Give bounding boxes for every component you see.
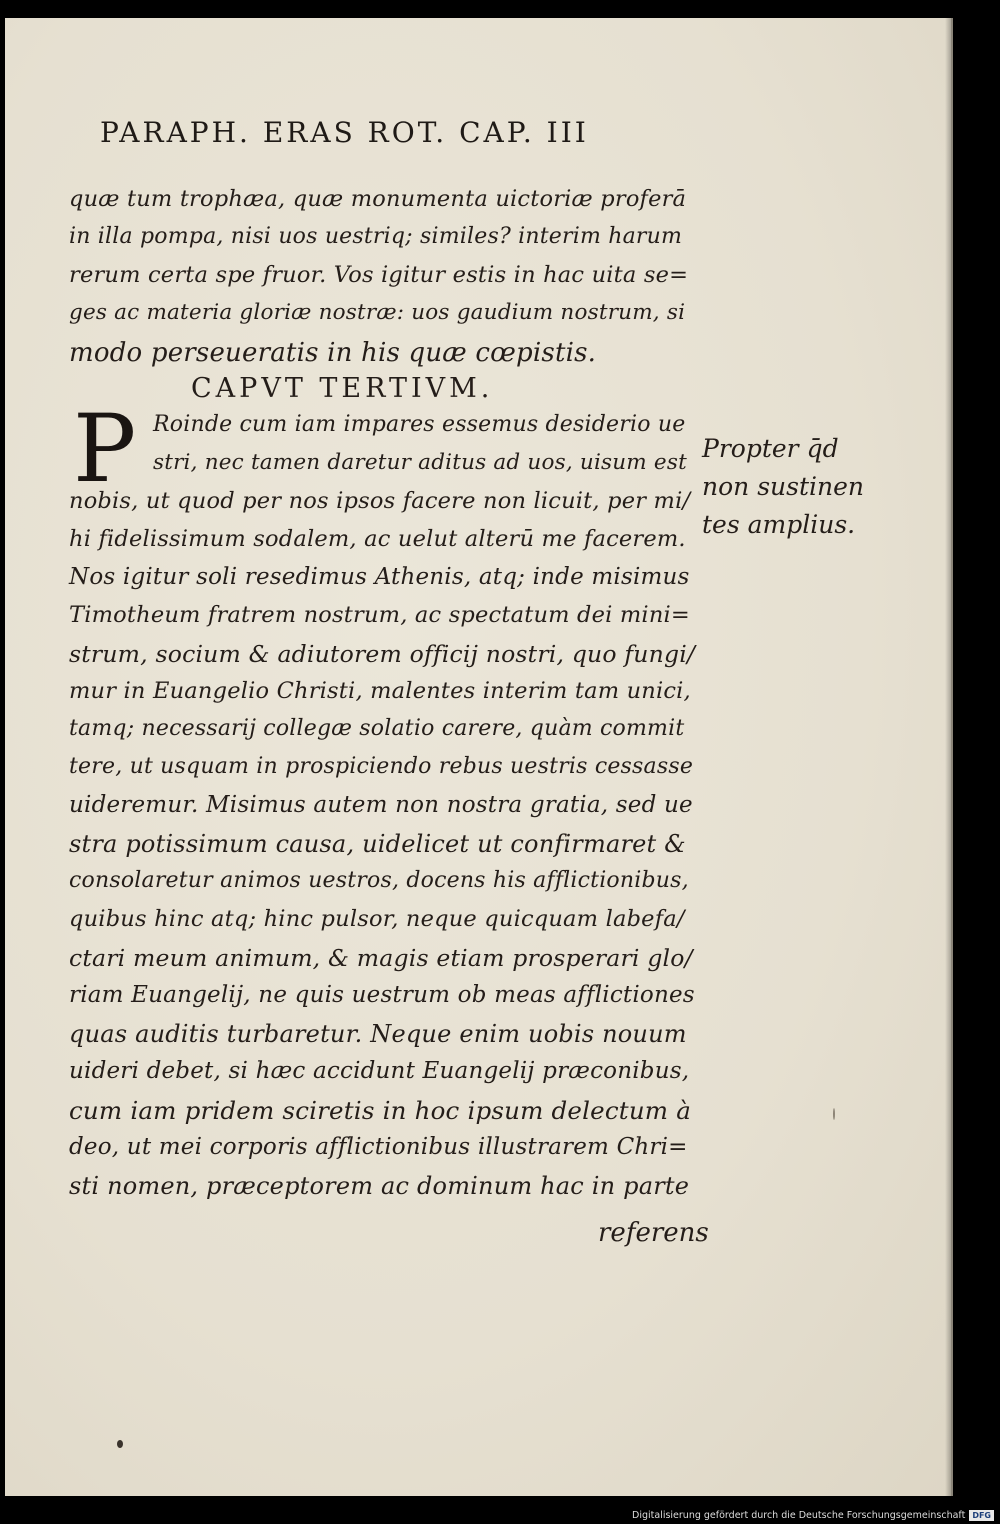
chapter-line: consolaretur animos uestros, docens his afflictionibus,	[69, 868, 689, 893]
chapter-line: strum, socium & adiutorem officij nostri, quo fungi/	[69, 640, 696, 668]
chapter-line: cum iam pridem sciretis in hoc ipsum delectum à	[69, 1096, 692, 1125]
chapter-line: sti nomen, præceptorem ac dominum hac in parte	[69, 1172, 690, 1200]
margin-note-line: Propter q̄d	[702, 434, 839, 463]
text-line: quæ tum trophæa, quæ monumenta uictoriæ proferā	[69, 186, 687, 212]
chapter-line: stra potissimum causa, uidelicet ut confirmaret &	[69, 830, 686, 858]
chapter-line: riam Euangelij, ne quis uestrum ob meas afflictiones	[69, 982, 695, 1008]
chapter-line: stri, nec tamen daretur aditus ad uos, uisum est	[153, 450, 687, 475]
drop-initial: P	[73, 395, 137, 504]
chapter-line: quas auditis turbaretur. Neque enim uobis nouum	[69, 1020, 687, 1048]
text-line: rerum certa spe fruor. Vos igitur estis in hac uita se=	[69, 262, 689, 288]
chapter-line: nobis, ut quod per nos ipsos facere non licuit, per mi/	[69, 488, 691, 514]
margin-note-line: non sustinen	[702, 472, 864, 501]
chapter-line: tamq; necessarij collegæ solatio carere, quàm commit	[69, 716, 685, 741]
chapter-line: Nos igitur soli resedimus Athenis, atq; inde misimus	[69, 564, 690, 590]
text-line: modo perseueratis in his quæ cœpistis.	[69, 338, 597, 368]
chapter-line: Timotheum fratrem nostrum, ac spectatum dei mini=	[69, 602, 690, 628]
chapter-line: quibus hinc atq; hinc pulsor, neque quicquam labefa/	[69, 906, 685, 932]
book-page	[5, 18, 953, 1496]
catchword: referens	[598, 1218, 709, 1248]
footer-credit	[632, 1510, 994, 1521]
dfg-logo-icon: DFG	[969, 1510, 994, 1521]
chapter-line: mur in Euangelio Christi, malentes interim tam unici,	[69, 678, 691, 704]
footer-text: Digitalisierung gefördert durch die Deutsche Forschungsgemeinschaft	[632, 1510, 966, 1521]
text-line: in illa pompa, nisi uos uestriq; similes? interim harum	[69, 224, 683, 249]
chapter-line: ctari meum animum, & magis etiam prosperari glo/	[69, 944, 693, 972]
text-line: ges ac materia gloriæ nostræ: uos gaudium nostrum, si	[69, 300, 686, 325]
running-head: PARAPH. ERAS ROT. CAP. III	[100, 116, 589, 149]
chapter-line: hi fidelissimum sodalem, ac uelut alterū me facerem.	[69, 526, 686, 552]
chapter-line: uideremur. Misimus autem non nostra gratia, sed ue	[69, 792, 693, 818]
chapter-heading: CAPVT TERTIVM.	[191, 373, 494, 404]
chapter-line: deo, ut mei corporis afflictionibus illustrarem Chri=	[69, 1134, 688, 1160]
margin-note-line: tes amplius.	[702, 510, 856, 539]
chapter-line: uideri debet, si hæc accidunt Euangelij præconibus,	[69, 1058, 690, 1084]
chapter-line: tere, ut usquam in prospiciendo rebus uestris cessasse	[69, 754, 694, 779]
ink-speck	[833, 1108, 835, 1120]
chapter-line: Roinde cum iam impares essemus desiderio ue	[153, 412, 686, 437]
ink-speck	[117, 1440, 123, 1448]
